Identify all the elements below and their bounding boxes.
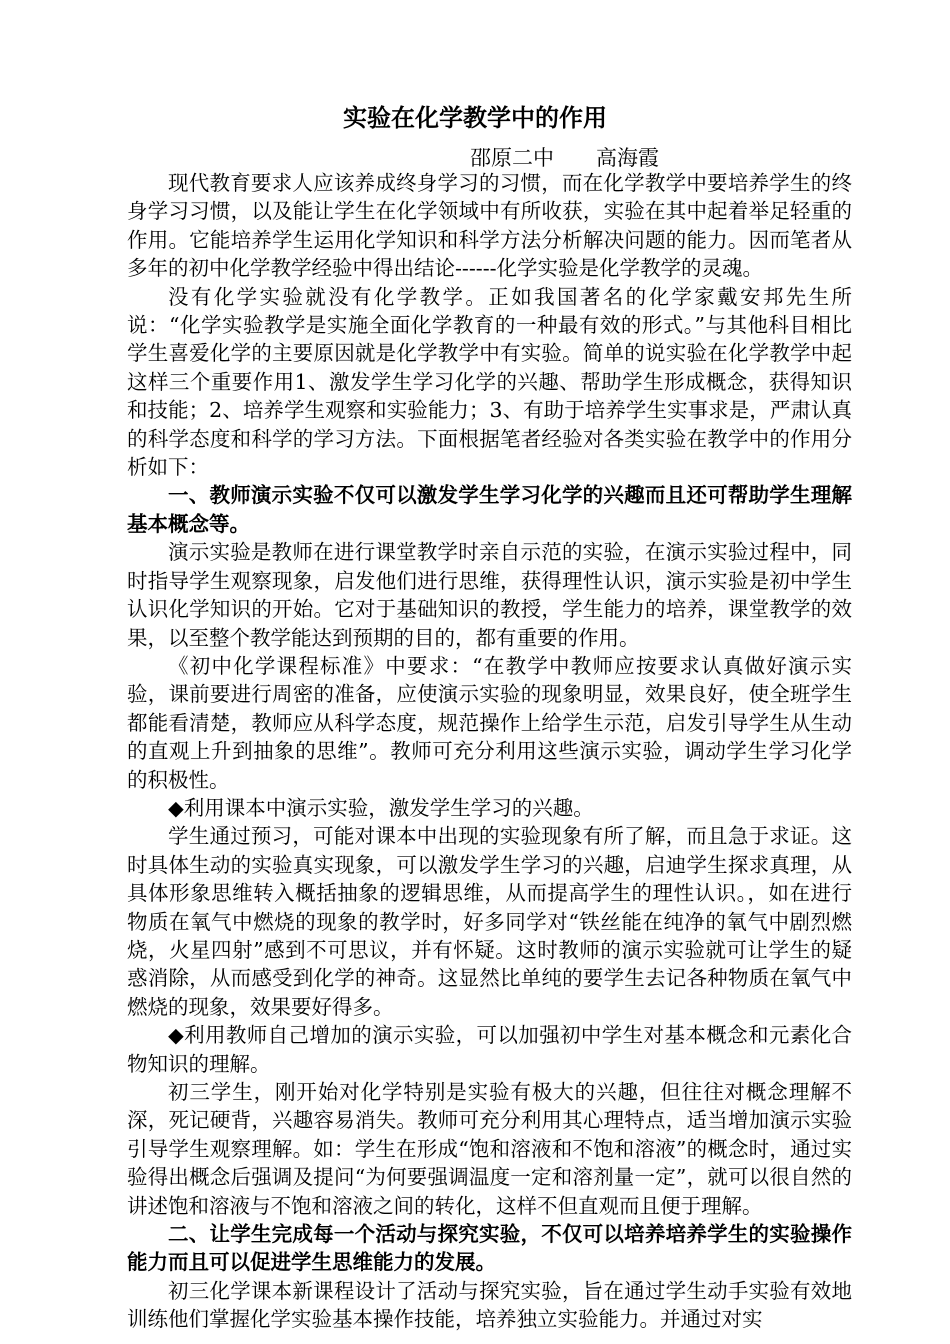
paragraph-preview-interest: 学生通过预习，可能对课本中出现的实验现象有所了解，而且急于求证。这时具体生动的实验真实现象，可以激发学生学习的兴趣，启迪学生探求真理，从具体形象思维转入概括抽象的逻辑思维，从而提高学生的理性认识。，如在进行物质在氧气中燃烧的现象的教学时，好多同学对“铁丝能在纯净的氧气中剧烈燃烧，火星四射”感到不可思议，并有怀疑。这时教师的演示实验就可让学生的疑惑消除，从而感受到化学的神奇。这显然比单纯的要学生去记各种物质在氧气中燃烧的现象，效果要好得多。 xyxy=(127,824,852,1019)
document-body xyxy=(127,169,852,1334)
document-title: 实验在化学教学中的作用 xyxy=(343,103,607,132)
bullet-textbook-demos: ◆利用课本中演示实验，激发学生学习的兴趣。 xyxy=(168,795,594,820)
paragraph-grade-three: 初三学生，刚开始对化学特别是实验有极大的兴趣，但往往对概念理解不深，死记硬背，兴趣容易消失。教师可充分利用其心理特点，适当增加演示实验引导学生观察理解。如：学生在形成“饱和溶液和不饱和溶液”的概念时，通过实验得出概念后强调及提问“为何要强调温度一定和溶剂量一定”，就可以很自然的讲述饱和溶液与不饱和溶液之间的转化，这样不但直观而且便于理解。 xyxy=(127,1080,852,1218)
bullet-teacher-added-demos: ◆利用教师自己增加的演示实验，可以加强初中学生对基本概念和元素化合物知识的理解。 xyxy=(127,1023,852,1076)
paragraph-activity-inquiry: 初三化学课本新课程设计了活动与探究实验，旨在通过学生动手实验有效地训练他们掌握化学实验基本操作技能，培养独立实验能力。并通过对实 xyxy=(127,1278,852,1332)
paragraph-roles: 没有化学实验就没有化学教学。正如我国著名的化学家戴安邦先生所说：“化学实验教学是实施全面化学教育的一种最有效的形式。”与其他科目相比学生喜爱化学的主要原因就是化学教学中有实验。简单的说实验在化学教学中起这样三个重要作用1、激发学生学习化学的兴趣、帮助学生形成概念，获得知识和技能；2、培养学生观察和实验能力；3、有助于培养学生实事求是，严肃认真的科学态度和科学的学习方法。下面根据笔者经验对各类实验在教学中的作用分析如下： xyxy=(127,284,852,480)
paragraph-curriculum-standard: 《初中化学课程标准》中要求：“在教学中教师应按要求认真做好演示实验，课前要进行周密的准备，应使演示实验的现象明显，效果良好，使全班学生都能看清楚，教师应从科学态度，规范操作上给学生示范，启发引导学生从生动的直观上升到抽象的思维”。教师可充分利用这些演示实验，调动学生学习化学的积极性。 xyxy=(127,653,852,792)
paragraph-demo-definition: 演示实验是教师在进行课堂教学时亲自示范的实验，在演示实验过程中，同时指导学生观察现象，启发他们进行思维，获得理性认识，演示实验是初中学生认识化学知识的开始。它对于基础知识的教授，学生能力的培养，课堂教学的效果，以至整个教学能达到预期的目的，都有重要的作用。 xyxy=(127,540,852,650)
section-heading-2: 二、让学生完成每一个活动与探究实验，不仅可以培养培养学生的实验操作能力而且可以促进学生思维能力的发展。 xyxy=(127,1222,852,1275)
section-heading-1: 一、教师演示实验不仅可以激发学生学习化学的兴趣而且还可帮助学生理解基本概念等。 xyxy=(127,483,852,536)
author-byline: 邵原二中 高海霞 xyxy=(470,146,659,170)
paragraph-intro: 现代教育要求人应该养成终身学习的习惯，而在化学教学中要培养学生的终身学习习惯，以及能让学生在化学领域中有所收获，实验在其中起着举足轻重的作用。它能培养学生运用化学知识和科学方法分析解决问题的能力。因而笔者从多年的初中化学教学经验中得出结论------化学实验是化学教学的灵魂。 xyxy=(127,171,852,281)
